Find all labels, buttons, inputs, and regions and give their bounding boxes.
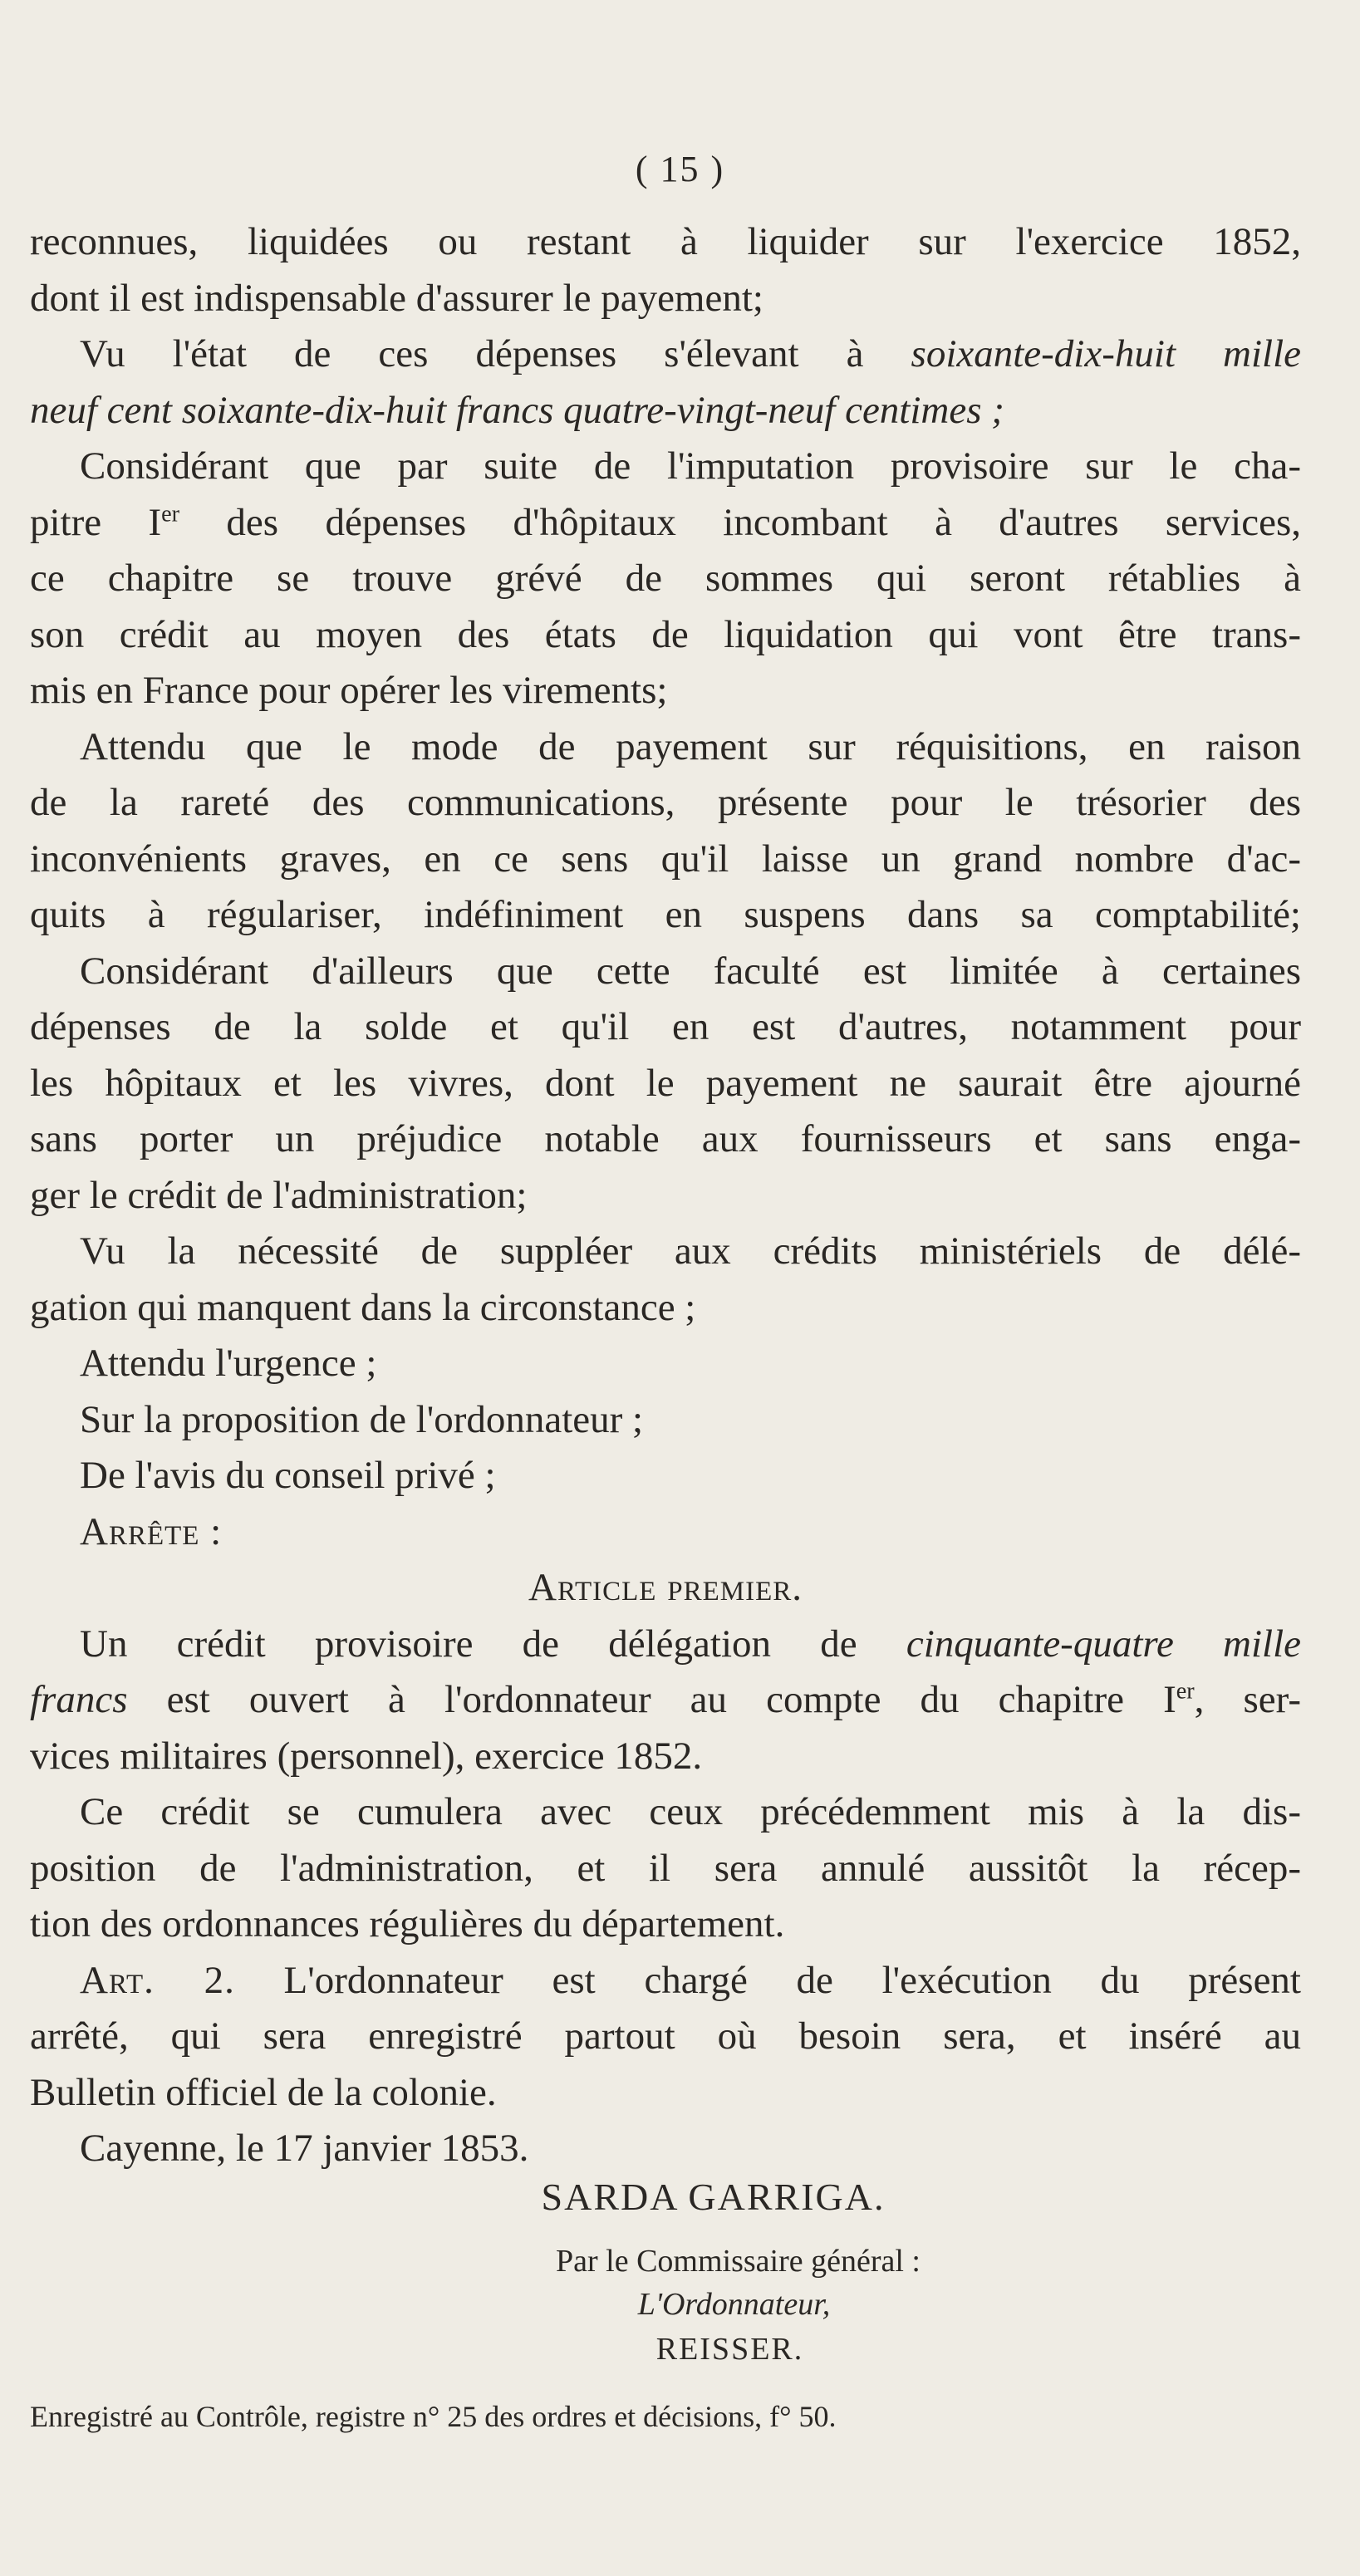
text-line: inconvénients graves, en ce sens qu'il laisse un grand nombre d'ac-	[30, 837, 1301, 881]
text-run: est ouvert à l'ordonnateur au compte du chapitre I	[127, 1678, 1176, 1721]
text-line: Sur la proposition de l'ordonnateur ;	[80, 1397, 644, 1441]
text-line: sans porter un préjudice notable aux fournisseurs et sans enga-	[30, 1117, 1301, 1160]
text-line: De l'avis du conseil privé ;	[80, 1454, 496, 1497]
text-run: Un crédit provisoire de délégation de	[80, 1622, 906, 1666]
text-line: gation qui manquent dans la circonstance ;	[30, 1285, 696, 1329]
text-line: Attendu que le mode de payement sur réquisitions, en raison	[80, 724, 1301, 768]
text-line: Cayenne, le 17 janvier 1853.	[80, 2127, 529, 2170]
text-line: Arrête :	[80, 1509, 223, 1553]
signature-role: L'Ordonnateur,	[637, 2287, 831, 2322]
signature-by-line: Par le Commissaire général :	[556, 2244, 921, 2279]
text-line: son crédit au moyen des états de liquidation qui vont être trans-	[30, 612, 1301, 656]
text-line: Ce crédit se cumulera avec ceux précédemment mis à la dis-	[80, 1790, 1301, 1833]
text-run: pitre I	[30, 500, 162, 544]
text-line: mis en France pour opérer les virements;	[30, 669, 668, 712]
text-line: Attendu l'urgence ;	[80, 1342, 377, 1385]
text-line	[30, 1953, 1301, 2009]
page-number: ( 15 )	[635, 149, 725, 189]
text-line: tion des ordonnances régulières du département.	[30, 1902, 785, 1945]
text-line: Vu la nécessité de suppléer aux crédits ministériels de délé-	[80, 1229, 1301, 1273]
text-run: Vu l'état de ces dépenses s'élevant à	[80, 332, 911, 375]
text-line: ger le crédit de l'administration;	[30, 1173, 528, 1217]
text-line: ce chapitre se trouve grévé de sommes qui seront rétablies à	[30, 557, 1301, 600]
text-line	[30, 1672, 1301, 1729]
text-line	[30, 1617, 1301, 1673]
text-line: dépenses de la solde et qu'il en est d'autres, notamment pour	[30, 1005, 1301, 1048]
text-line: Bulletin officiel de la colonie.	[30, 2070, 497, 2114]
text-line: dont il est indispensable d'assurer le payement;	[30, 276, 763, 320]
text-line	[30, 326, 1301, 383]
text-line: reconnues, liquidées ou restant à liquider sur l'exercice 1852,	[30, 220, 1301, 263]
countersignature: REISSER.	[655, 2332, 804, 2367]
text-run: er	[1176, 1678, 1195, 1705]
text-line: neuf cent soixante-dix-huit francs quatre-vingt-neuf centimes ;	[30, 388, 1004, 432]
text-line: de la rareté des communications, présente pour le trésorier des	[30, 781, 1301, 824]
body-text	[30, 214, 1301, 2177]
text-line	[30, 439, 1301, 495]
text-run: soixante-dix-huit mille	[911, 332, 1301, 375]
registration-note: Enregistré au Contrôle, registre n° 25 des ordres et décisions, f° 50.	[30, 2400, 837, 2433]
text-run: cinquante-quatre mille	[906, 1622, 1302, 1666]
text-line: les hôpitaux et les vivres, dont le payement ne saurait être ajourné	[30, 1061, 1301, 1105]
text-line: position de l'administration, et il sera annulé aussitôt la récep-	[30, 1846, 1301, 1890]
text-run: francs	[30, 1678, 128, 1721]
text-line: vices militaires (personnel), exercice 1852.	[30, 1734, 703, 1778]
text-run: , ser-	[1194, 1678, 1302, 1721]
text-line	[30, 495, 1301, 552]
text-line: Considérant d'ailleurs que cette faculté est limitée à certaines	[80, 949, 1301, 993]
text-run: L'ordonnateur est chargé de l'exécution du présent	[234, 1958, 1301, 2002]
text-line: Article premier.	[528, 1566, 803, 1609]
text-line: quits à régulariser, indéfiniment en suspens dans sa comptabilité;	[30, 893, 1301, 936]
text-run: Art. 2.	[80, 1958, 235, 2002]
text-run: des dépenses d'hôpitaux incombant à d'autres services,	[179, 500, 1301, 544]
text-run: Considérant que par suite de l'imputation provisoire sur le cha-	[80, 444, 1301, 488]
text-run: er	[161, 500, 180, 527]
signature-name: SARDA GARRIGA.	[541, 2176, 886, 2218]
text-line: arrêté, qui sera enregistré partout où besoin sera, et inséré au	[30, 2014, 1301, 2058]
